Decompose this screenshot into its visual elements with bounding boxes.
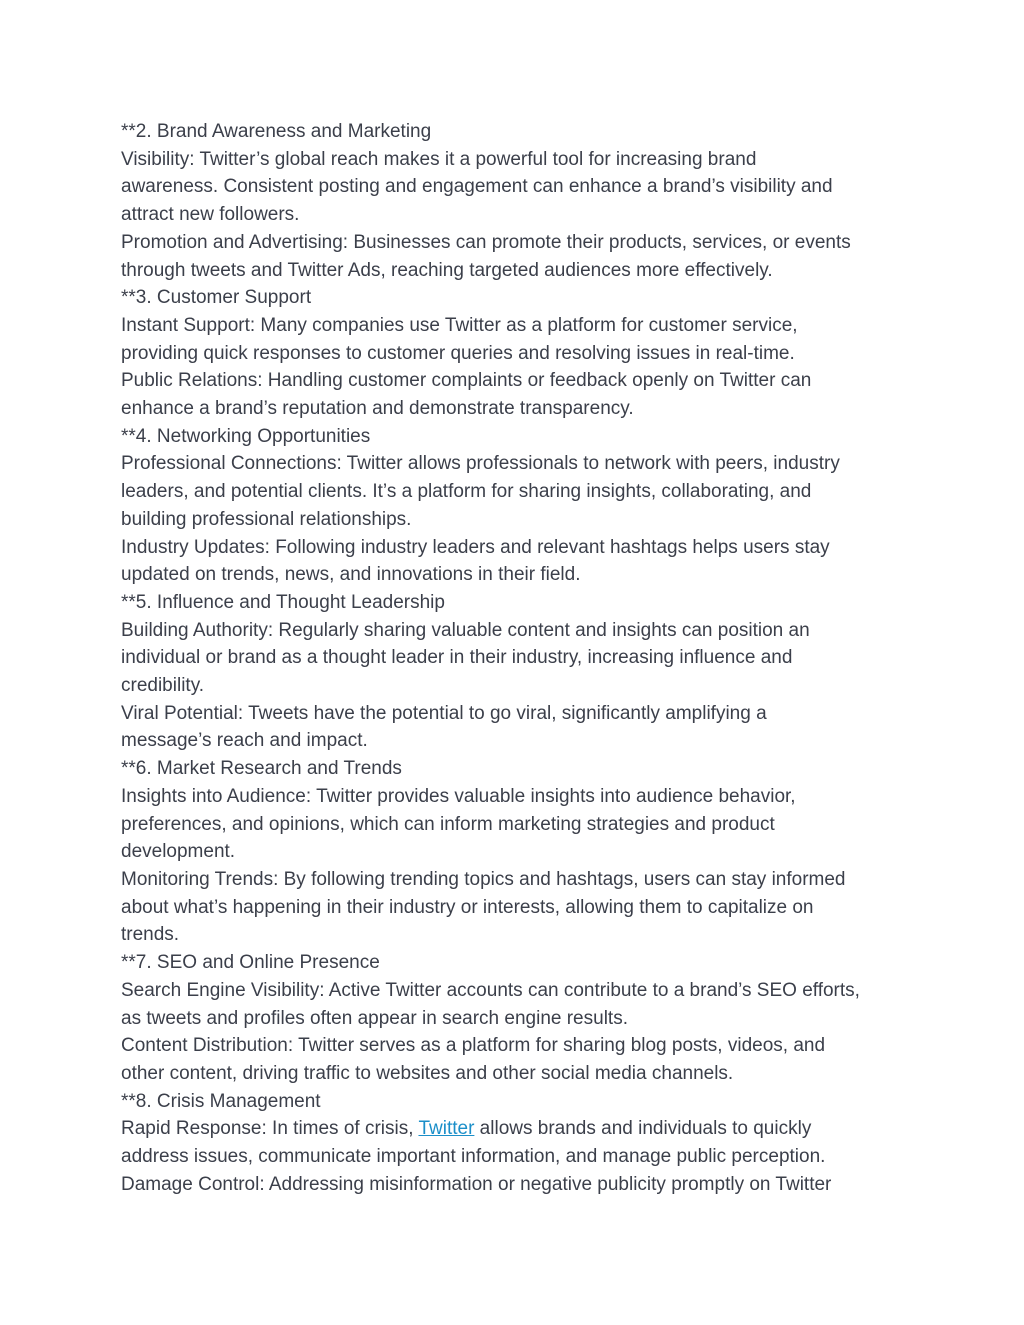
section-heading-seo: **7. SEO and Online Presence — [121, 952, 380, 974]
paragraph-line: enhance a brand’s reputation and demonstrate transparency. — [121, 398, 634, 420]
paragraph-line: trends. — [121, 924, 180, 946]
paragraph-line: Search Engine Visibility: Active Twitter accounts can contribute to a brand’s SEO efforts, — [121, 979, 860, 1001]
paragraph-line: Industry Updates: Following industry leaders and relevant hashtags helps users stay — [121, 536, 830, 558]
paragraph-line: Damage Control: Addressing misinformation or negative publicity promptly on Twitter — [121, 1173, 832, 1195]
paragraph-line: message’s reach and impact. — [121, 730, 368, 752]
twitter-link[interactable]: Twitter — [418, 1118, 475, 1140]
paragraph-line: about what’s happening in their industry or interests, allowing them to capitalize on — [121, 896, 814, 918]
paragraph-line: individual or brand as a thought leader in their industry, increasing influence and — [121, 647, 793, 669]
document-body — [121, 118, 906, 1198]
section-heading-networking: **4. Networking Opportunities — [121, 425, 371, 447]
paragraph-line: address issues, communicate important information, and manage public perception. — [121, 1146, 826, 1168]
paragraph-line: Promotion and Advertising: Businesses can promote their products, services, or events — [121, 231, 851, 253]
rapid-response-text-after: allows brands and individuals to quickly — [474, 1118, 812, 1140]
paragraph-line: Visibility: Twitter’s global reach makes it a powerful tool for increasing brand — [121, 148, 757, 170]
paragraph-line: attract new followers. — [121, 204, 300, 226]
paragraph-line-with-link — [121, 1115, 906, 1143]
paragraph-line: leaders, and potential clients. It’s a platform for sharing insights, collaborating, and — [121, 481, 812, 503]
section-heading-customer-support: **3. Customer Support — [121, 287, 312, 309]
paragraph-line: other content, driving traffic to websites and other social media channels. — [121, 1062, 734, 1084]
paragraph-line: Content Distribution: Twitter serves as a platform for sharing blog posts, videos, and — [121, 1035, 826, 1057]
paragraph-line: as tweets and profiles often appear in search engine results. — [121, 1007, 628, 1029]
paragraph-line: Insights into Audience: Twitter provides valuable insights into audience behavior, — [121, 785, 796, 807]
section-heading-brand-awareness: **2. Brand Awareness and Marketing — [121, 121, 432, 142]
paragraph-line: Viral Potential: Tweets have the potential to go viral, significantly amplifying a — [121, 702, 767, 724]
section-heading-market-research: **6. Market Research and Trends — [121, 758, 402, 780]
rapid-response-text-before: Rapid Response: In times of crisis, — [121, 1118, 419, 1140]
section-heading-influence: **5. Influence and Thought Leadership — [121, 591, 445, 613]
paragraph-line: through tweets and Twitter Ads, reaching targeted audiences more effectively. — [121, 259, 773, 281]
paragraph-line: awareness. Consistent posting and engagement can enhance a brand’s visibility and — [121, 176, 833, 198]
paragraph-line: Building Authority: Regularly sharing valuable content and insights can position an — [121, 619, 810, 641]
section-heading-crisis-management: **8. Crisis Management — [121, 1090, 321, 1112]
paragraph-line: updated on trends, news, and innovations in their field. — [121, 564, 581, 586]
paragraph-line: development. — [121, 841, 236, 863]
paragraph-line: providing quick responses to customer queries and resolving issues in real-time. — [121, 342, 795, 364]
paragraph-line: Professional Connections: Twitter allows professionals to network with peers, industry — [121, 453, 840, 475]
paragraph-line: credibility. — [121, 675, 205, 697]
paragraph-line: building professional relationships. — [121, 508, 412, 530]
paragraph-line: Monitoring Trends: By following trending topics and hashtags, users can stay informed — [121, 868, 846, 890]
paragraph-line: preferences, and opinions, which can inform marketing strategies and product — [121, 813, 775, 835]
paragraph-line: Public Relations: Handling customer complaints or feedback openly on Twitter can — [121, 370, 812, 392]
paragraph-line: Instant Support: Many companies use Twitter as a platform for customer service, — [121, 314, 798, 336]
